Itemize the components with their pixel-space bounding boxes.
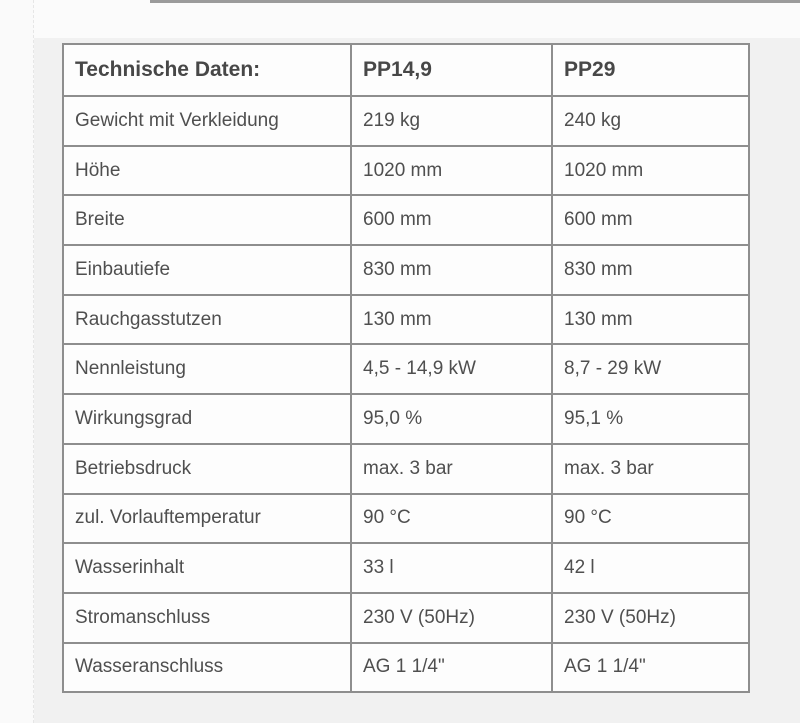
row-label-cell: Wasserinhalt	[63, 543, 351, 593]
value-cell-pp149: 219 kg	[351, 96, 552, 146]
row-label-cell: Betriebsdruck	[63, 444, 351, 494]
top-white-band	[0, 0, 800, 38]
value-cell-pp149: max. 3 bar	[351, 444, 552, 494]
row-label-cell: Breite	[63, 195, 351, 245]
row-label-cell: Gewicht mit Verkleidung	[63, 96, 351, 146]
header-title-cell: Technische Daten:	[63, 44, 351, 96]
page-margin-divider	[0, 0, 34, 723]
table-header	[63, 44, 749, 96]
row-label-cell: zul. Vorlauftemperatur	[63, 494, 351, 544]
value-cell-pp149: 33 l	[351, 543, 552, 593]
value-cell-pp29: 95,1 %	[552, 394, 749, 444]
table-row	[63, 146, 749, 196]
value-cell-pp29: 42 l	[552, 543, 749, 593]
header-model1-cell: PP14,9	[351, 44, 552, 96]
value-cell-pp149: 830 mm	[351, 245, 552, 295]
header-row	[63, 44, 749, 96]
row-label-cell: Wasseranschluss	[63, 643, 351, 693]
table-row	[63, 593, 749, 643]
row-label-cell: Rauchgasstutzen	[63, 295, 351, 345]
value-cell-pp29: 130 mm	[552, 295, 749, 345]
technical-data-table	[62, 43, 750, 693]
row-label-cell: Stromanschluss	[63, 593, 351, 643]
row-label-cell: Einbautiefe	[63, 245, 351, 295]
row-label-cell: Nennleistung	[63, 344, 351, 394]
value-cell-pp29: 90 °C	[552, 494, 749, 544]
value-cell-pp149: 95,0 %	[351, 394, 552, 444]
spec-table-body	[63, 96, 749, 692]
value-cell-pp29: 8,7 - 29 kW	[552, 344, 749, 394]
table-row	[63, 195, 749, 245]
value-cell-pp29: AG 1 1/4"	[552, 643, 749, 693]
value-cell-pp29: 230 V (50Hz)	[552, 593, 749, 643]
value-cell-pp149: 1020 mm	[351, 146, 552, 196]
table-row	[63, 245, 749, 295]
value-cell-pp149: 230 V (50Hz)	[351, 593, 552, 643]
row-label-cell: Höhe	[63, 146, 351, 196]
value-cell-pp149: 130 mm	[351, 295, 552, 345]
value-cell-pp149: 4,5 - 14,9 kW	[351, 344, 552, 394]
value-cell-pp29: 1020 mm	[552, 146, 749, 196]
header-model2-cell: PP29	[552, 44, 749, 96]
value-cell-pp29: max. 3 bar	[552, 444, 749, 494]
value-cell-pp29: 240 kg	[552, 96, 749, 146]
table-row	[63, 543, 749, 593]
value-cell-pp149: AG 1 1/4"	[351, 643, 552, 693]
table-row	[63, 494, 749, 544]
row-label-cell: Wirkungsgrad	[63, 394, 351, 444]
value-cell-pp29: 600 mm	[552, 195, 749, 245]
value-cell-pp149: 90 °C	[351, 494, 552, 544]
table-row	[63, 295, 749, 345]
top-edge-line	[150, 0, 800, 3]
table-row	[63, 444, 749, 494]
value-cell-pp149: 600 mm	[351, 195, 552, 245]
table-row	[63, 344, 749, 394]
value-cell-pp29: 830 mm	[552, 245, 749, 295]
table-row	[63, 643, 749, 693]
table-row	[63, 394, 749, 444]
table-row	[63, 96, 749, 146]
